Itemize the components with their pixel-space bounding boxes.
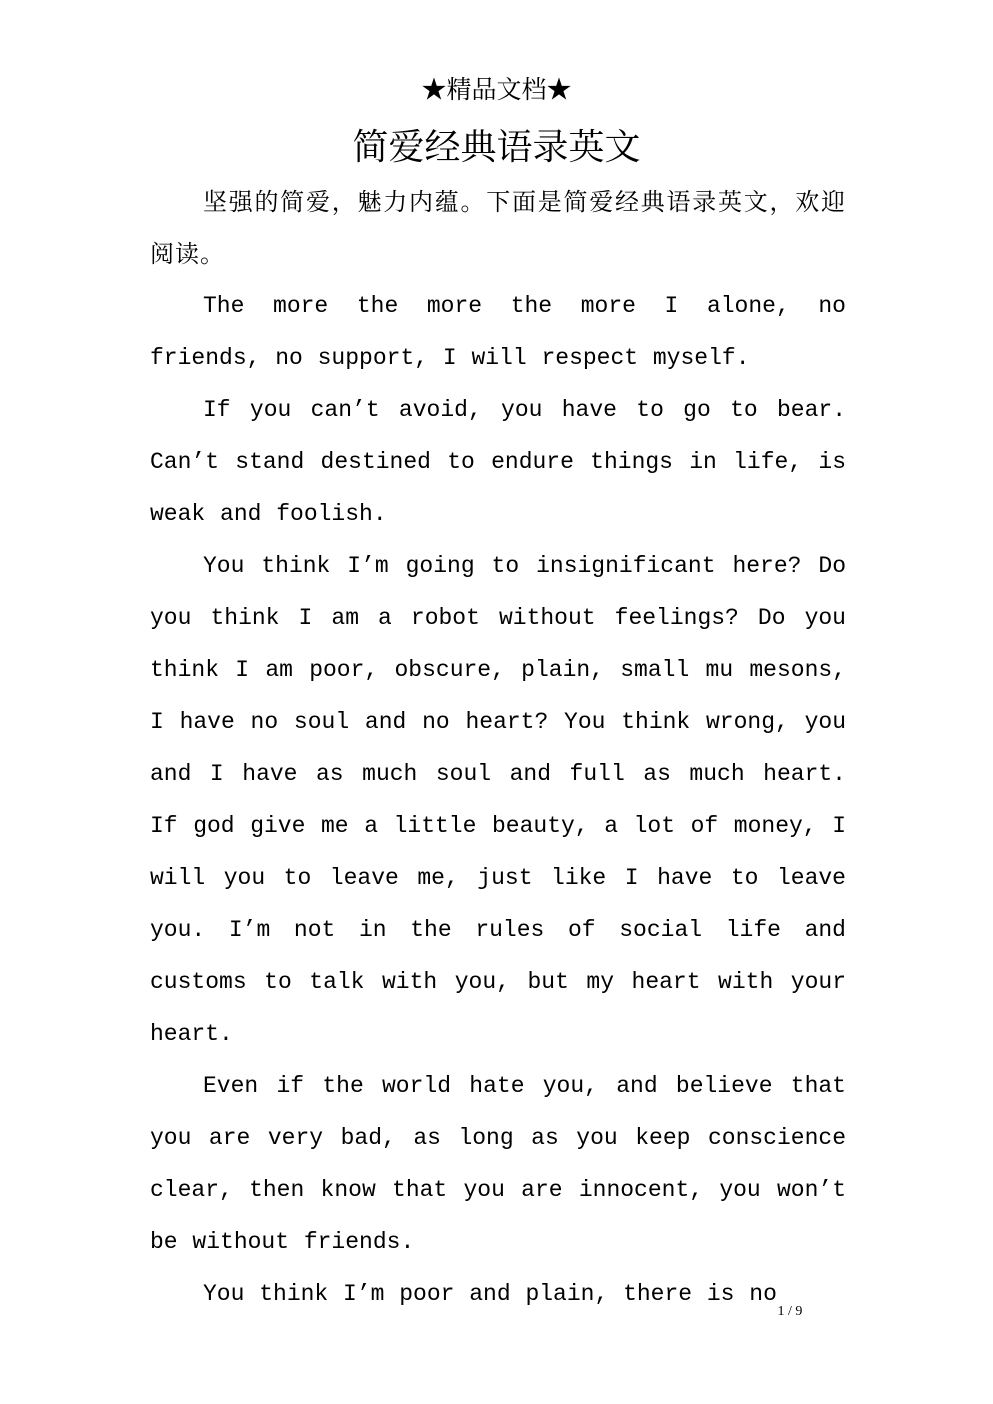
document-body [150, 176, 846, 1320]
page-title: 简爱经典语录英文 [352, 127, 641, 168]
intro-paragraph: 坚强的简爱，魅力内蕴。下面是简爱经典语录英文，欢迎阅读。 [150, 188, 846, 268]
page-header: ★精品文档★ [421, 75, 572, 104]
quote-paragraph-3: You think I’m going to insignificant here? Do you think I am a robot without feelings? Do you think I am poor, obscure, plain, small mu mesons, I have no soul and no heart? You think wrong, you and I have as much soul and full as much heart. If god give me a little beauty, a lot of money, I will you to leave me, just like I have to leave you. I’m not in the rules of social life and customs to talk with you, but my heart with your heart. [150, 553, 846, 1047]
quote-paragraph-2: If you can’t avoid, you have to go to bear. Can’t stand destined to endure things in life, is weak and foolish. [150, 397, 846, 527]
page-number: 1 / 9 [777, 1304, 803, 1319]
quote-paragraph-5: You think I’m poor and plain, there is no [203, 1281, 777, 1307]
quote-paragraph-4: Even if the world hate you, and believe that you are very bad, as long as you keep conscience clear, then know that you are innocent, you won’t be without friends. [150, 1073, 846, 1255]
quote-paragraph-1: The more the more the more I alone, no friends, no support, I will respect myself. [150, 293, 846, 371]
